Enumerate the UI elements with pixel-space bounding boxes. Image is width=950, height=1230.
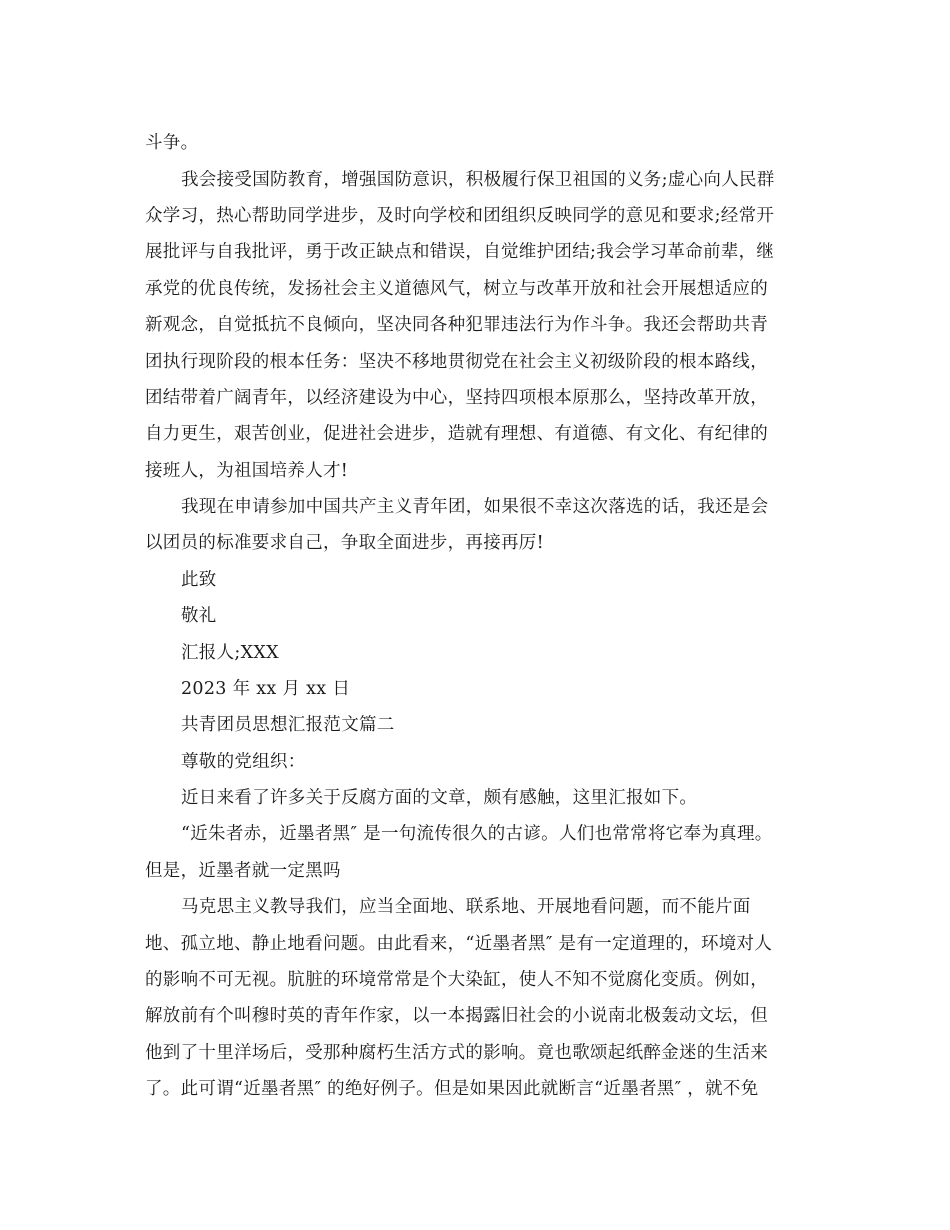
text-line: 自力更生，艰苦创业，促进社会进步，造就有理想、有道德、有文化、有纪律的 [145, 424, 768, 444]
paragraph-start: 近日来看了许多关于反腐方面的文章，颇有感触，这里汇报如下。 [181, 788, 698, 808]
text-line: 地、孤立地、静止地看问题。由此看来，“近墨者黑″ 是有一定道理的，环境对人 [145, 934, 773, 954]
text-line: 的影响不可无视。肮脏的环境常常是个大染缸，使人不知不觉腐化变质。例如， [145, 970, 768, 990]
text-line: 团结带着广阔青年，以经济建设为中心，坚持四项根本原那么，坚持改革开放， [145, 388, 768, 408]
text-line: 团执行现阶段的根本任务：坚决不移地贯彻党在社会主义初级阶段的根本路线， [145, 352, 768, 372]
text-line: 新观念，自觉抵抗不良倾向，坚决同各种犯罪违法行为作斗争。我还会帮助共青 [145, 315, 768, 335]
reporter-name: 汇报人;XXX [181, 643, 279, 663]
text-line: 展批评与自我批评，勇于改正缺点和错误，自觉维护团结;我会学习革命前辈，继 [145, 242, 775, 262]
paragraph-start: “近朱者赤，近墨者黑″ 是一句流传很久的古谚。人们也常常将它奉为真理。 [181, 824, 773, 844]
text-line: 但是，近墨者就一定黑吗 [145, 861, 341, 881]
text-line: 承党的优良传统，发扬社会主义道德风气，树立与改革开放和社会开展想适应的 [145, 279, 768, 299]
text-line: 解放前有个叫穆时英的青年作家，以一本揭露旧社会的小说南北极轰动文坛，但 [145, 1006, 768, 1026]
text-line: 了。此可谓“近墨者黑″ 的绝好例子。但是如果因此就断言“近墨者黑″ ，就不免 [145, 1079, 759, 1099]
text-line: 接班人，为祖国培养人才! [145, 461, 349, 481]
closing-regards: 敬礼 [181, 606, 217, 626]
text-line: 他到了十里洋场后，受那种腐朽生活方式的影响。竟也歌颂起纸醉金迷的生活来 [145, 1043, 768, 1063]
section-title: 共青团员思想汇报范文篇二 [181, 715, 395, 735]
closing-salutation: 此致 [181, 570, 217, 590]
report-date: 2023 年 xx 月 xx 日 [181, 679, 351, 699]
paragraph-start: 马克思主义教导我们，应当全面地、联系地、开展地看问题，而不能片面 [181, 897, 751, 917]
text-line: 众学习，热心帮助同学进步，及时向学校和团组织反映同学的意见和要求;经常开 [145, 206, 775, 226]
paragraph-start: 我会接受国防教育，增强国防意识，积极履行保卫祖国的义务;虚心向人民群 [181, 170, 775, 190]
greeting: 尊敬的党组织： [181, 752, 306, 772]
paragraph-start: 我现在申请参加中国共产主义青年团，如果很不幸这次落选的话，我还是会 [181, 497, 769, 517]
text-line: 以团员的标准要求自己，争取全面进步，再接再厉! [145, 533, 544, 553]
text-line: 斗争。 [145, 133, 199, 153]
